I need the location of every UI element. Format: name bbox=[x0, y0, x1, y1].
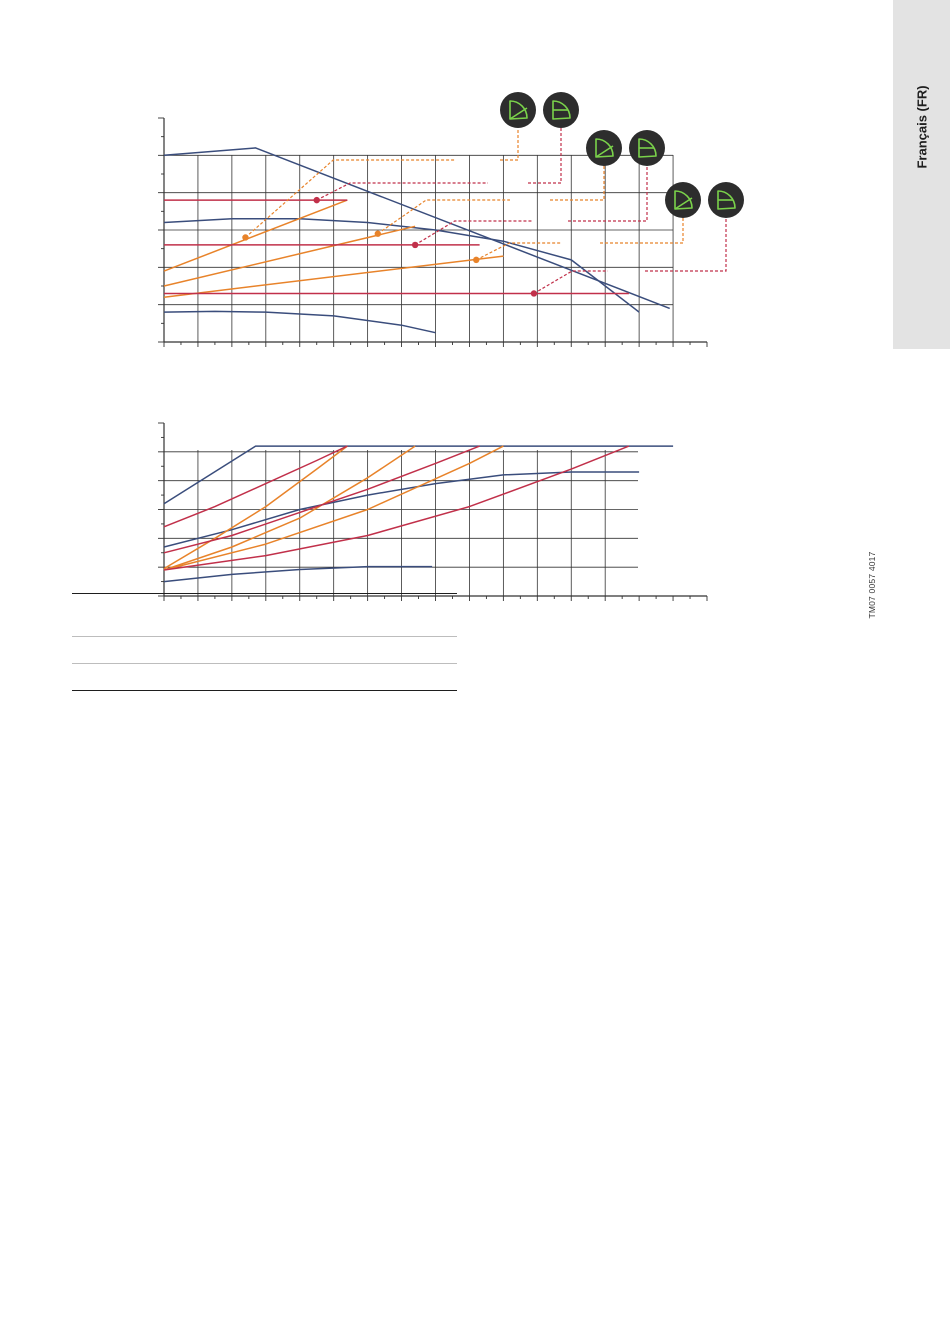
proportional-operating-point bbox=[375, 231, 381, 237]
proportional-curve bbox=[164, 446, 347, 568]
proportional-leader-line bbox=[476, 218, 683, 260]
constant-pressure-icon bbox=[708, 182, 744, 218]
proportional-curve bbox=[164, 200, 347, 271]
constant-leader-line bbox=[317, 128, 561, 200]
constant-curve bbox=[164, 446, 629, 570]
power-flow-chart bbox=[158, 423, 707, 601]
side-tab-label: Français (FR) bbox=[914, 85, 929, 169]
document-reference: TM07 0057 4017 bbox=[867, 551, 877, 619]
table-bottom-rule bbox=[72, 690, 457, 691]
proportional-pressure-icon bbox=[500, 92, 536, 128]
proportional-leader-line bbox=[245, 128, 518, 238]
pressure-flow-chart bbox=[158, 118, 707, 347]
icon-background bbox=[586, 130, 622, 166]
min-curve bbox=[164, 567, 432, 582]
constant-curve bbox=[164, 446, 480, 553]
constant-pressure-icon bbox=[629, 130, 665, 166]
proportional-pressure-icon bbox=[586, 130, 622, 166]
icon-background bbox=[500, 92, 536, 128]
icon-background bbox=[665, 182, 701, 218]
constant-pressure-icon bbox=[543, 92, 579, 128]
table-top-rule bbox=[72, 593, 457, 594]
proportional-leader-line bbox=[378, 166, 604, 234]
constant-leader-line bbox=[534, 218, 726, 294]
table-row-rule bbox=[72, 636, 457, 637]
table-row-rule bbox=[72, 663, 457, 664]
proportional-pressure-icon bbox=[665, 182, 701, 218]
